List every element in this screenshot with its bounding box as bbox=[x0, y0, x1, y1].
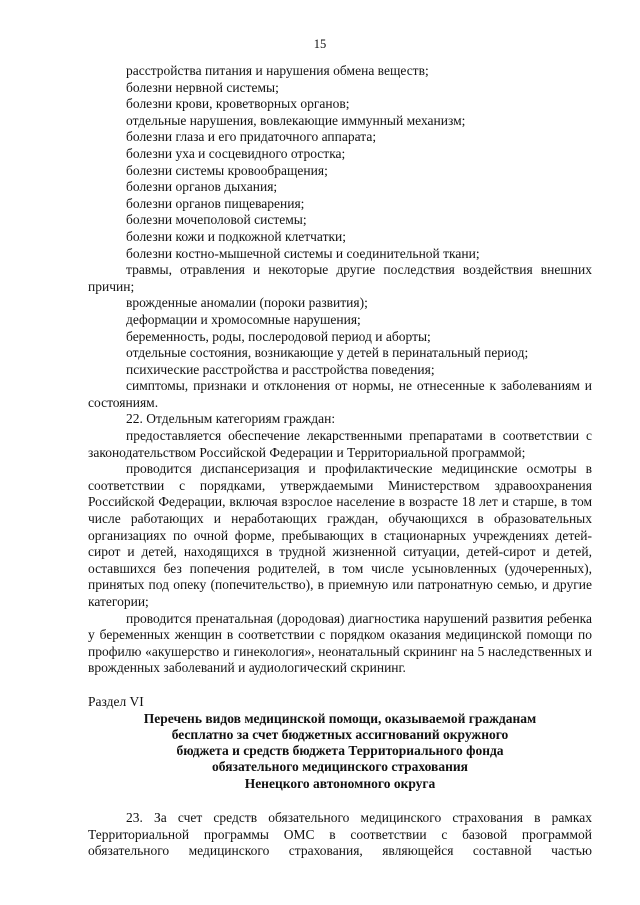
list-item: болезни мочеполовой системы; bbox=[126, 212, 307, 228]
list-item: болезни кожи и подкожной клетчатки; bbox=[126, 228, 347, 244]
list-item: врожденные аномалии (пороки развития); bbox=[126, 295, 368, 311]
list-item: симптомы, признаки и отклонения от нормы, не отнесенные к заболеваниям и состояниям. bbox=[88, 378, 592, 410]
section-title-line: обязательного медицинского страхования bbox=[212, 759, 468, 775]
disease-list bbox=[88, 63, 592, 411]
section-title-line: Перечень видов медицинской помощи, оказываемой гражданам bbox=[143, 710, 537, 726]
list-item: болезни глаза и его придаточного аппарата; bbox=[126, 129, 377, 145]
document-body bbox=[88, 63, 592, 860]
list-item: отдельные нарушения, вовлекающие иммунный механизм; bbox=[126, 112, 466, 128]
list-item: болезни органов пищеварения; bbox=[126, 195, 305, 211]
list-item: болезни нервной системы; bbox=[126, 79, 279, 95]
list-item: болезни костно-мышечной системы и соединительной ткани; bbox=[126, 245, 480, 261]
page-number: 15 bbox=[313, 37, 327, 51]
list-item: психические расстройства и расстройства поведения; bbox=[126, 361, 435, 377]
section-label: Раздел VI bbox=[88, 693, 144, 709]
clause-22-item: предоставляется обеспечение лекарственными препаратами в соответствии с законодательством Российской Федерации и Территориальной программой; bbox=[88, 428, 592, 460]
section-title bbox=[88, 711, 592, 792]
section-title-line: бюджета и средств бюджета Территориального фонда bbox=[176, 743, 504, 759]
section-title-line: бесплатно за счет бюджетных ассигнований окружного bbox=[171, 726, 509, 742]
list-item: отдельные состояния, возникающие у детей в перинатальный период; bbox=[126, 345, 529, 361]
list-item: болезни крови, кроветворных органов; bbox=[126, 96, 350, 112]
list-item: беременность, роды, послеродовой период и аборты; bbox=[126, 328, 431, 344]
list-item: деформации и хромосомные нарушения; bbox=[126, 311, 361, 327]
list-item: расстройства питания и нарушения обмена веществ; bbox=[126, 63, 429, 78]
list-item: болезни уха и сосцевидного отростка; bbox=[126, 145, 346, 161]
section-heading bbox=[88, 694, 592, 792]
clause-22-item: проводится диспансеризация и профилактические медицинские осмотры в соответствии с порядками, утверждаемыми Министерством здравоохранения Российской Федерации, включая взрослое население в возрасте 18 лет и старше, в том числе работающих и неработающих граждан, обучающихся в образовательных организациях по очной форме, пребывающих в стационарных учреждениях детей-сирот и детей, находящихся в трудной жизненной ситуации, детей-сирот и детей, оставшихся без попечения родителей, в том числе усыновленных (удочеренных), принятых под опеку (попечительство), в приемную или патронатную семью, и другие категории; bbox=[88, 461, 592, 609]
list-item: болезни системы кровообращения; bbox=[126, 162, 328, 178]
clause-22-item: проводится пренатальная (дородовая) диагностика нарушений развития ребенка у беременных женщин в соответствии с порядком оказания медицинской помощи по профилю «акушерство и гинекология», неонатальный скрининг на 5 наследственных и врожденных заболеваний и аудиологический скрининг. bbox=[88, 610, 592, 676]
clause-23-text: 23. За счет средств обязательного медицинского страхования в рамках Территориальной программы ОМС в соответствии с базовой программой обязательного медицинского страхования, являющейся составной частью bbox=[88, 810, 592, 859]
list-item: травмы, отравления и некоторые другие последствия воздействия внешних причин; bbox=[88, 262, 592, 294]
section-title-line: Ненецкого автономного округа bbox=[244, 775, 436, 791]
list-item: болезни органов дыхания; bbox=[126, 179, 278, 195]
clause-22-intro: 22. Отдельным категориям граждан: bbox=[126, 411, 336, 427]
